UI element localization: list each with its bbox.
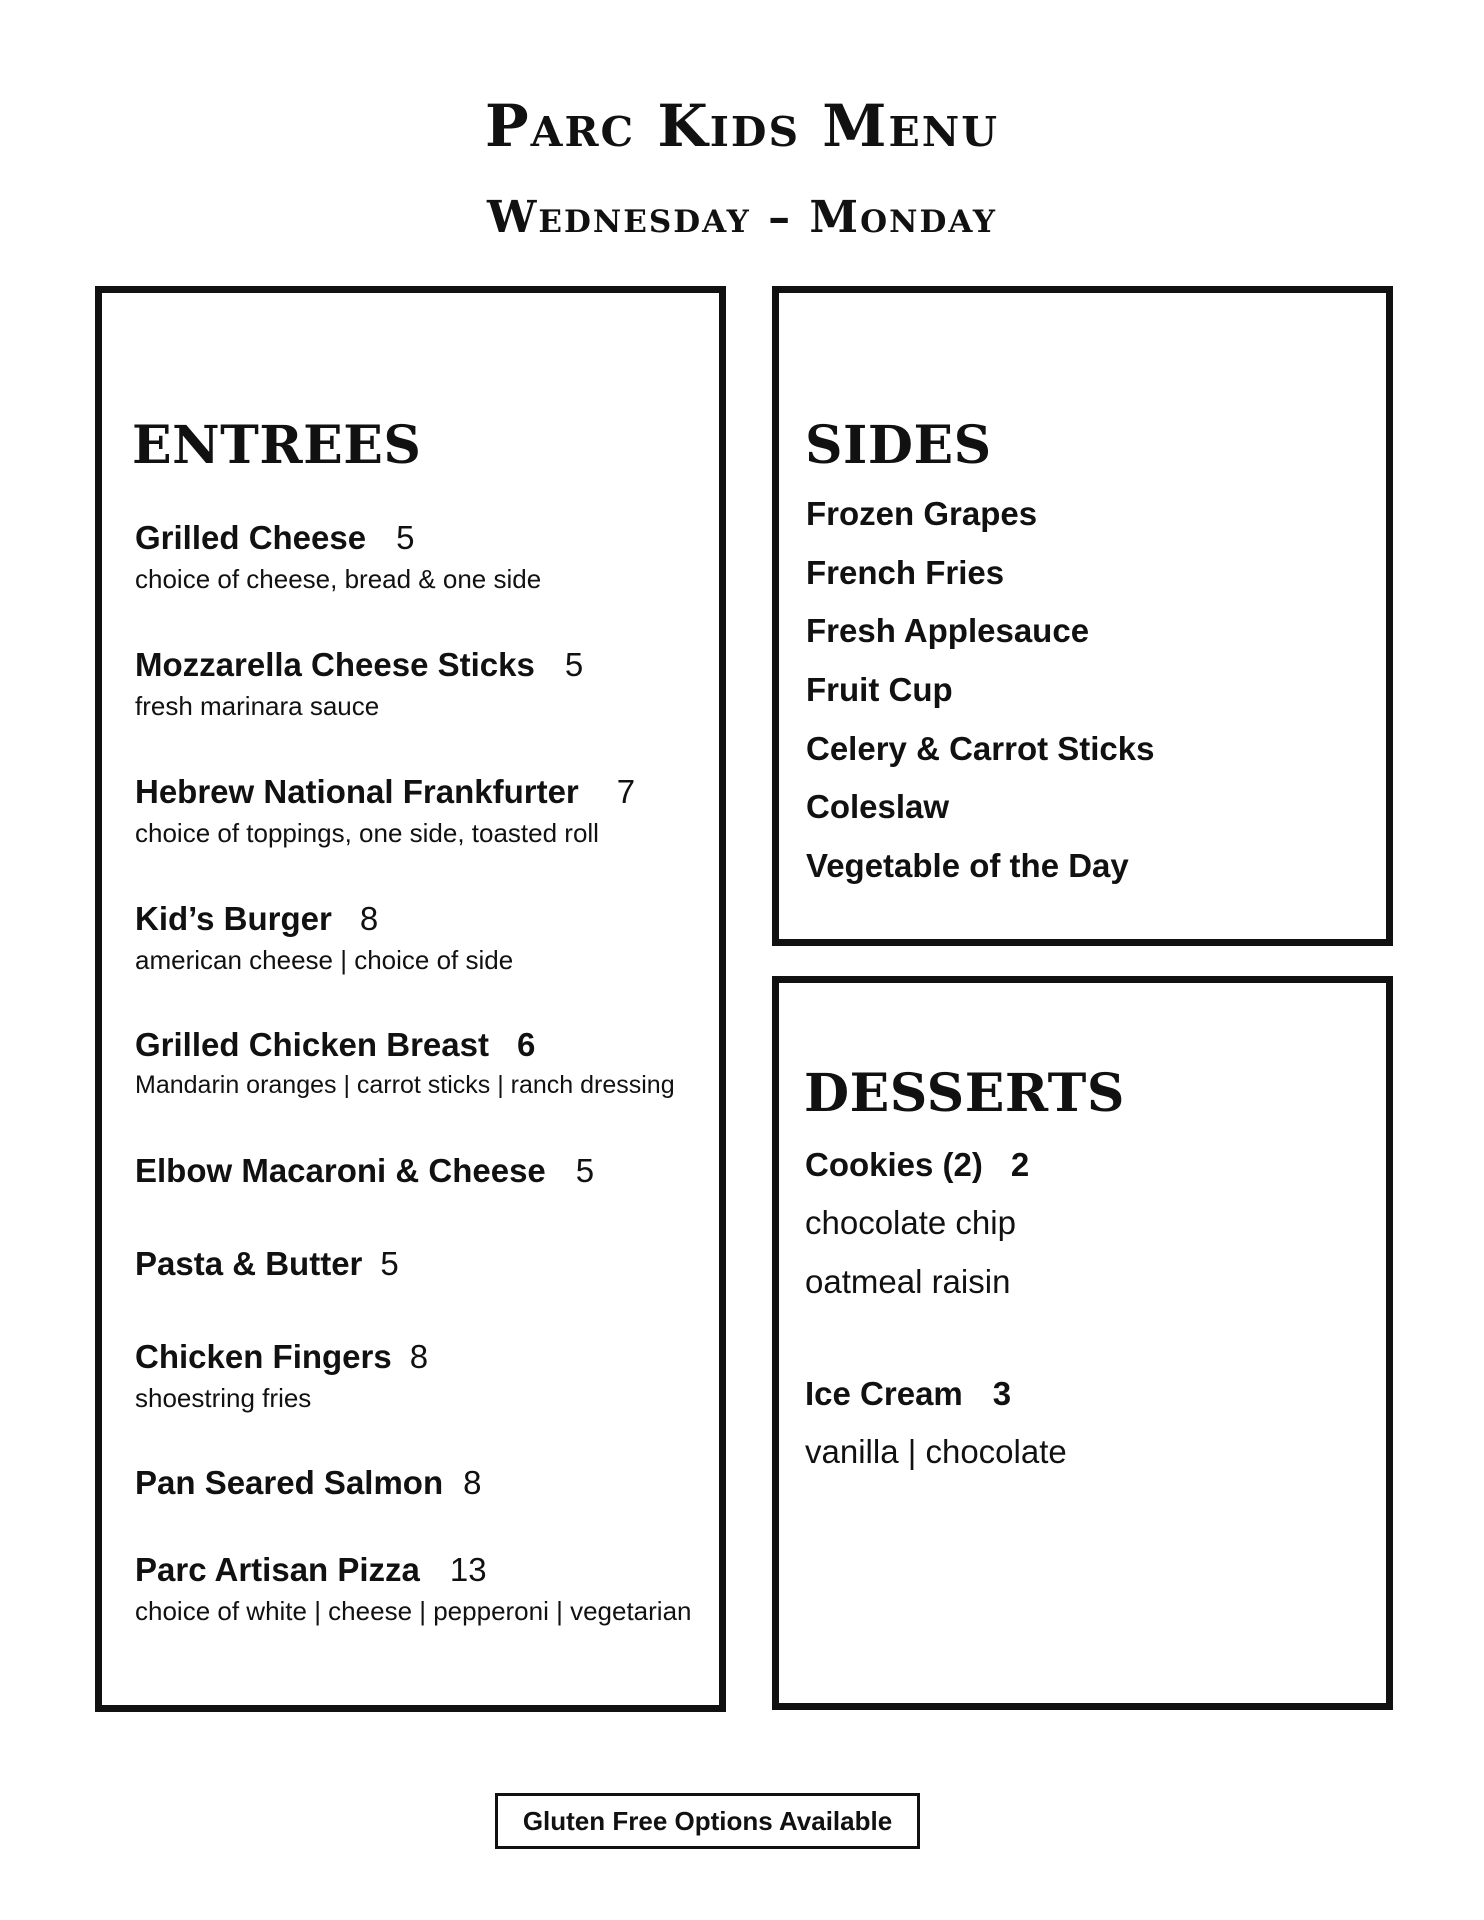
entree-price: 8	[463, 1464, 482, 1501]
entree-name: Pan Seared Salmon	[135, 1464, 444, 1501]
side-item: Fruit Cup	[806, 671, 953, 708]
entree-price: 8	[409, 1338, 429, 1375]
entree-item	[135, 1553, 692, 1624]
menu-subtitle: Wednesday – Monday	[486, 192, 997, 243]
entree-item	[135, 1247, 399, 1280]
dessert-price: 3	[992, 1375, 1012, 1412]
desserts-heading: DESSERTS	[804, 1063, 1125, 1124]
entree-name: Grilled Cheese	[135, 519, 367, 556]
side-item: Celery & Carrot Sticks	[806, 730, 1155, 767]
entree-price: 5	[396, 519, 415, 556]
entree-description: choice of white | cheese | pepperoni | vegetarian	[135, 1596, 692, 1626]
dessert-name: Ice Cream	[805, 1375, 963, 1412]
entree-item	[135, 648, 583, 719]
entree-name: Parc Artisan Pizza	[135, 1551, 420, 1588]
entree-item	[135, 1028, 675, 1098]
side-item: Coleslaw	[806, 788, 950, 825]
entree-price: 13	[449, 1551, 487, 1588]
entree-description: fresh marinara sauce	[135, 691, 380, 721]
entree-price: 5	[380, 1245, 399, 1282]
dessert-name: Cookies (2)	[805, 1146, 983, 1183]
side-item: Fresh Applesauce	[806, 612, 1090, 649]
dessert-item	[805, 1377, 1011, 1410]
side-item: French Fries	[806, 554, 1005, 591]
entree-description: Mandarin oranges | carrot sticks | ranch dressing	[135, 1071, 675, 1099]
entree-item	[135, 1466, 481, 1499]
menu-title: Parc Kids Menu	[485, 92, 999, 160]
entree-price: 6	[516, 1026, 536, 1063]
entree-name: Pasta & Butter	[135, 1245, 363, 1282]
entree-name: Hebrew National Frankfurter	[135, 773, 579, 810]
entree-description: shoestring fries	[135, 1383, 312, 1413]
dessert-item	[805, 1148, 1029, 1181]
entree-item	[135, 902, 513, 973]
gluten-free-note: Gluten Free Options Available	[495, 1793, 920, 1849]
entree-price: 7	[616, 773, 636, 810]
entree-description: american cheese | choice of side	[135, 945, 514, 975]
entree-name: Kid’s Burger	[135, 900, 332, 937]
entrees-section	[95, 286, 726, 1712]
entree-item	[135, 775, 635, 846]
dessert-price: 2	[1010, 1146, 1030, 1183]
entree-name: Elbow Macaroni & Cheese	[135, 1152, 546, 1189]
entree-name: Mozzarella Cheese Sticks	[135, 646, 535, 683]
entree-description: choice of toppings, one side, toasted roll	[135, 818, 599, 848]
entree-item	[135, 1340, 428, 1411]
side-item: Vegetable of the Day	[806, 847, 1129, 884]
entree-name: Grilled Chicken Breast	[135, 1026, 489, 1063]
entree-price: 5	[564, 646, 584, 683]
entree-description: choice of cheese, bread & one side	[135, 564, 542, 594]
sides-section	[772, 286, 1393, 946]
entree-price: 8	[359, 900, 379, 937]
sides-heading: SIDES	[805, 415, 992, 476]
desserts-section	[772, 976, 1393, 1710]
dessert-option: chocolate chip	[805, 1204, 1016, 1241]
entree-price: 5	[575, 1152, 595, 1189]
entrees-heading: ENTREES	[132, 415, 422, 476]
dessert-option: oatmeal raisin	[805, 1263, 1011, 1300]
entree-item	[135, 1154, 594, 1187]
side-item: Frozen Grapes	[806, 495, 1038, 532]
entree-item	[135, 521, 541, 592]
dessert-option: vanilla | chocolate	[805, 1433, 1067, 1470]
entree-name: Chicken Fingers	[135, 1338, 392, 1375]
